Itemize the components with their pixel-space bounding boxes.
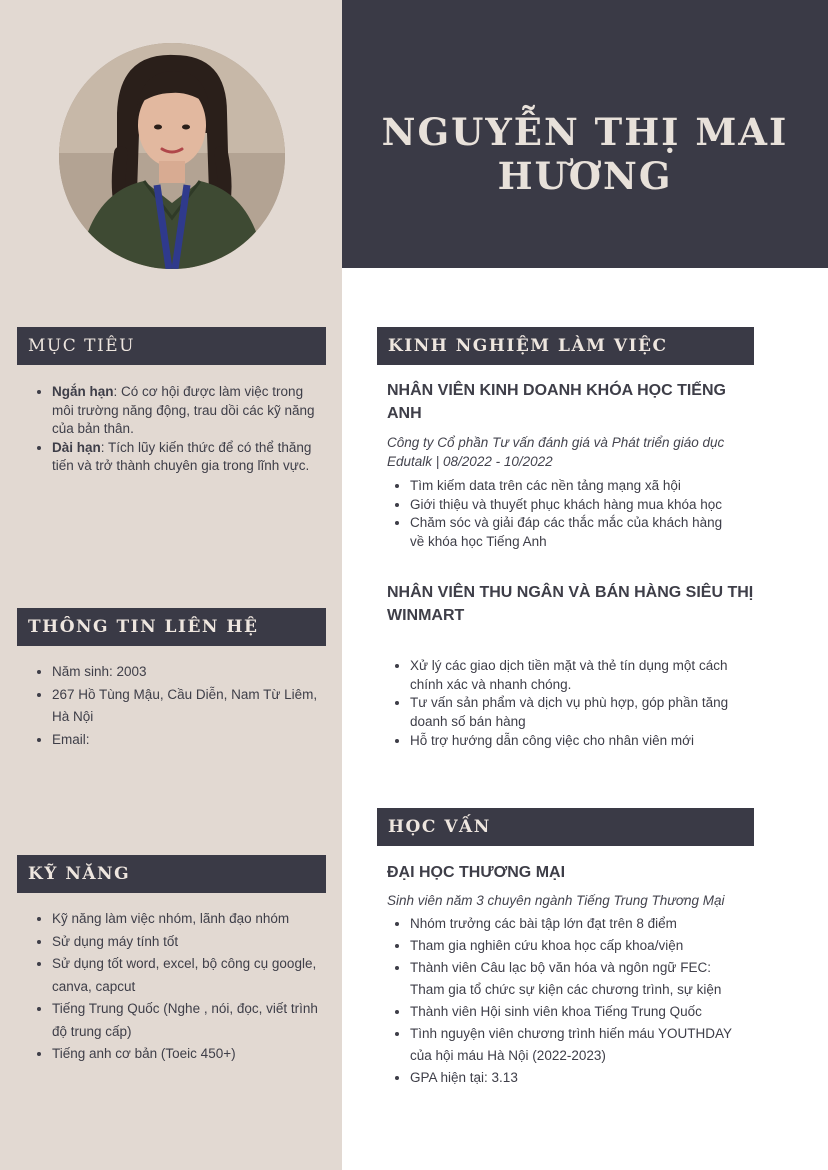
contact-heading: THÔNG TIN LIÊN HỆ — [17, 608, 326, 646]
job-duty-item: • Hỗ trợ hướng dẫn công việc cho nhân viên mới — [410, 732, 740, 751]
skill-item: • Sử dụng tốt word, excel, bộ công cụ google, canva, capcut — [52, 953, 322, 998]
job-company-dates: Công ty Cổ phần Tư vấn đánh giá và Phát triển giáo dục Edutalk | 08/2022 - 10/2022 — [387, 435, 725, 469]
candidate-name-line1: NGUYỄN THỊ MAI — [381, 110, 789, 154]
contact-list — [32, 661, 322, 751]
education-list — [390, 913, 740, 1089]
objective-list — [32, 383, 322, 476]
job-duty-item: • Giới thiệu và thuyết phục khách hàng mua khóa học — [410, 496, 740, 515]
experience-heading: KINH NGHIỆM LÀM VIỆC — [377, 327, 754, 365]
skill-item: • Tiếng anh cơ bản (Toeic 450+) — [52, 1043, 322, 1066]
education-major: Sinh viên năm 3 chuyên ngành Tiếng Trung Thương Mại — [387, 893, 725, 908]
contact-birth-year: • Năm sinh: 2003 — [52, 661, 322, 684]
objective-item-long-term: • Dài hạn: Tích lũy kiến thức để có thể thăng tiến và trở thành chuyên gia trong lĩnh vực. — [52, 439, 322, 476]
candidate-name — [342, 110, 828, 198]
job-duty-item: • Tìm kiếm data trên các nền tảng mạng xã hội — [410, 477, 740, 496]
profile-photo-illustration — [59, 43, 285, 269]
education-item: • Thành viên Hội sinh viên khoa Tiếng Trung Quốc — [410, 1001, 740, 1023]
skill-item: • Kỹ năng làm việc nhóm, lãnh đạo nhóm — [52, 908, 322, 931]
education-item: • Tình nguyện viên chương trình hiến máu YOUTHDAY của hội máu Hà Nội (2022-2023) — [410, 1023, 740, 1067]
education-item: • Nhóm trưởng các bài tập lớn đạt trên 8 điểm — [410, 913, 740, 935]
education-item-gpa: • GPA hiện tại: 3.13 — [410, 1067, 740, 1089]
contact-email: • Email: — [52, 729, 322, 752]
objective-heading: MỤC TIÊU — [17, 327, 326, 365]
job-title-cashier: NHÂN VIÊN THU NGÂN VÀ BÁN HÀNG SIÊU THỊ WINMART — [387, 584, 754, 624]
skill-item: • Tiếng Trung Quốc (Nghe , nói, đọc, viết trình độ trung cấp) — [52, 998, 322, 1043]
job-duties-sales — [390, 477, 740, 552]
contact-address: • 267 Hồ Tùng Mậu, Cầu Diễn, Nam Từ Liêm, Hà Nội — [52, 684, 322, 729]
profile-photo — [59, 43, 285, 269]
job-title-sales: NHÂN VIÊN KINH DOANH KHÓA HỌC TIẾNG ANH — [387, 382, 726, 422]
education-heading: HỌC VẤN — [377, 808, 754, 846]
job-duty-item: • Chăm sóc và giải đáp các thắc mắc của khách hàng về khóa học Tiếng Anh — [410, 514, 740, 551]
education-item: • Thành viên Câu lạc bộ văn hóa và ngôn ngữ FEC: Tham gia tổ chức sự kiện các chương trình, sự kiện — [410, 957, 740, 1001]
skill-item: • Sử dụng máy tính tốt — [52, 931, 322, 954]
objective-item-short-term: • Ngắn hạn: Có cơ hội được làm việc trong môi trường năng động, trau dồi các kỹ năng của bản thân. — [52, 383, 322, 439]
education-item: • Tham gia nghiên cứu khoa học cấp khoa/viện — [410, 935, 740, 957]
candidate-name-line2: HƯƠNG — [497, 154, 673, 198]
skills-list — [32, 908, 322, 1066]
job-duties-cashier — [390, 657, 740, 751]
job-duty-item: • Xử lý các giao dịch tiền mặt và thẻ tín dụng một cách chính xác và nhanh chóng. — [410, 657, 740, 694]
skills-heading: KỸ NĂNG — [17, 855, 326, 893]
school-name: ĐẠI HỌC THƯƠNG MẠI — [387, 864, 566, 881]
job-duty-item: • Tư vấn sản phẩm và dịch vụ phù hợp, góp phần tăng doanh số bán hàng — [410, 694, 740, 731]
